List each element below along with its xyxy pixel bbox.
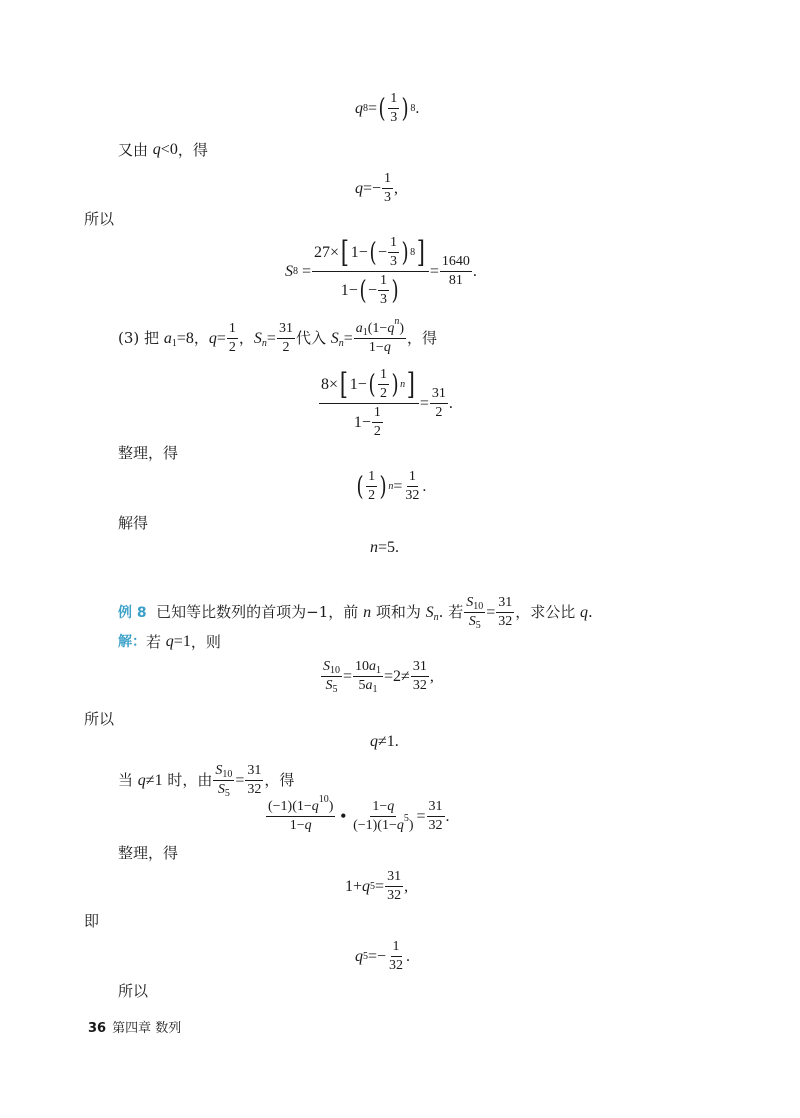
text-also-from: 又由 q<0 ， 得 (118, 140, 208, 159)
eq-s8: S 8 = 27× [ 1− ( − $\frac{1}{3}$ ) 8 ] 1− ( − $\frac{1}{3}$ ) = $\frac{1640}{81}$ . (285, 234, 477, 307)
eq-q8: q 8 = ( $\frac{1}{3}$ ) 8 . (355, 91, 420, 125)
eq-n5: n=5. (370, 539, 400, 556)
solution-label: 解： (118, 634, 146, 650)
example-label: 例 8 (118, 604, 147, 621)
eq-product: $\frac{(-1)(1-q^{10})}{1-q}$ • $\frac{1-q}{(-1)(1-q^5)}$ = $\frac{31}{32}$ . (268, 794, 450, 833)
eq-s10-over-s5: $\frac{S_{10}}{S_5}$ = $\frac{10a_1}{5a_1}$ =2≠ $\frac{31}{32}$ , (323, 659, 434, 695)
text-so-2: 所以 (84, 710, 115, 728)
eq-part3: 8× [ 1− ( $\frac{1}{2}$ ) n ] 1− $\frac{1}{2}$ = $\frac{31}{2}$ . (321, 366, 453, 439)
eq-q5: q 5 =− $\frac{1}{32}$ . (355, 939, 411, 973)
eq-q-not-1: q≠1. (370, 733, 399, 750)
page-footer (88, 1022, 181, 1035)
text-so-1: 所以 (84, 210, 115, 228)
eq-one-plus-q5: 1+ q 5 = $\frac{31}{32}$ , (345, 869, 409, 903)
text-when-q-not-1: 当 q≠1 时，由 $\frac{S_{10}}{S_5}$ = $\frac{31}{32}$ ， 得 (118, 763, 295, 799)
text-solve: 解得 (118, 514, 149, 532)
text-arrange-1: 整理，得 (118, 444, 179, 462)
text-arrange-2: 整理，得 (118, 844, 179, 862)
chapter-label: 第四章 数列 (112, 1021, 182, 1036)
eq-half-power: ( $\frac{1}{2}$ ) n = $\frac{1}{32}$ . (356, 469, 427, 503)
text-so-3: 所以 (118, 982, 149, 1000)
text-part3-substitution: (3) 把 $a_1=8$ ， q= $\frac{1}{2}$ ， $S_n=$ $\frac{31}{2}$ 代入 $S_n=$ $\frac{a_1(1-q^n)}{1-q}$ ， 得 (118, 316, 438, 355)
example-8: 例 8 已知等比数列的首项为−1，前 n 项和为 $S_n$ . 若 $\frac{S_{10}}{S_5}$ = $\frac{31}{32}$ ，求公比 q . (118, 595, 593, 631)
solution-start: 解： 若 q=1 ，则 (118, 632, 221, 651)
text-namely: 即 (84, 912, 100, 930)
eq-q-value: q =− $\frac{1}{3}$ , (355, 171, 399, 205)
page-number: 36 (88, 1021, 107, 1036)
